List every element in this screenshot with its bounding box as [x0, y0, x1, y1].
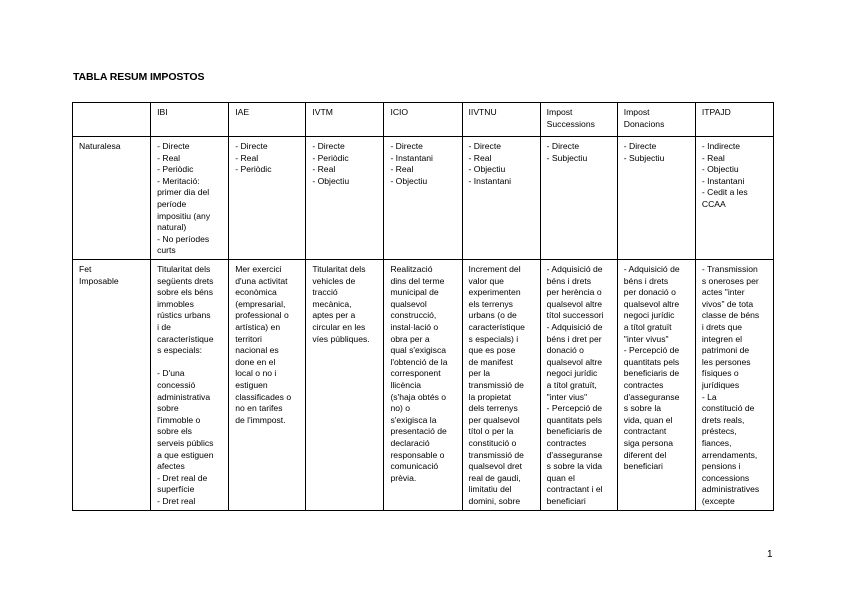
header-cell-iae: IAE [229, 103, 306, 137]
table-cell: - Transmission s oneroses per actes "inter vivos" de tota classe de béns i drets que integren el patrimoni de les persones físiques o jurídiques - La constitució de drets reals, préstecs, fiances, arrendaments, pensions i concessions administratives (excepte [695, 260, 773, 511]
header-cell-ibi: IBI [151, 103, 229, 137]
tax-summary-table [72, 102, 774, 511]
table-cell: Titularitat dels següents drets sobre els béns immobles rústics urbans i de característique s especials: - D'una concessió administrativa sobre l'immoble o sobre els serveis públics a que estiguen afectes - Dret real de superfície - Dret real [151, 260, 229, 511]
table-cell: - Directe - Periòdic - Real - Objectiu [306, 137, 384, 260]
table-cell: - Directe - Real - Periòdic [229, 137, 306, 260]
table-cell: - Directe - Real - Periòdic - Meritació: primer dia del període impositiu (any natural) - No períodes curts [151, 137, 229, 260]
header-cell-iivtnu: IIVTNU [462, 103, 540, 137]
page-number: 1 [767, 549, 773, 560]
table-cell: - Adquisició de béns i drets per donació o qualsevol altre negoci jurídic a títol gratuït "inter vivus" - Percepció de quantitats pels beneficiaris de contractes d'asseguranse s sobre la vida, quan el contractant siga persona diferent del beneficiari [617, 260, 695, 511]
table-cell: - Directe - Instantani - Real - Objectiu [384, 137, 462, 260]
header-cell-itpajd: ITPAJD [695, 103, 773, 137]
header-cell-empty [73, 103, 151, 137]
row-label: Naturalesa [73, 137, 151, 260]
table-cell: - Indirecte - Real - Objectiu - Instantani - Cedit a les CCAA [695, 137, 773, 260]
header-cell-ivtm: IVTM [306, 103, 384, 137]
table-cell: Realització dins del terme municipal de qualsevol construcció, instal·lació o obra per a qual s'exigisca l'obtenció de la corresponent llicència (s'haja obtés o no) o s'exigisca la presentació de declaració responsable o comunicació prèvia. [384, 260, 462, 511]
table-cell: - Directe - Subjectiu [617, 137, 695, 260]
table-cell: - Adquisició de béns i drets per herència o qualsevol altre títol successori - Adquisició de béns i dret per donació o qualsevol altre negoci jurídic a títol gratuït, "inter vius" - Percepció de quantitats pels beneficiaris de contractes d'asseguranse s sobre la vida quan el contractant i el beneficiari [540, 260, 617, 511]
header-cell-successions: Impost Successions [540, 103, 617, 137]
table-row-naturalesa [73, 137, 774, 260]
header-cell-donacions: Impost Donacions [617, 103, 695, 137]
table-cell: Increment del valor que experimenten els terrenys urbans (o de característique s especials) i que es pose de manifest per la transmissió de la propietat dels terrenys per qualsevol títol o per la constitució o transmissió de qualsevol dret real de gaudi, limitatiu del domini, sobre [462, 260, 540, 511]
row-label: Fet Imposable [73, 260, 151, 511]
table-cell: Mer exercici d'una activitat econòmica (empresarial, professional o artística) en territori nacional es done en el local o no i estiguen classificades o no en tarifes de l'immpost. [229, 260, 306, 511]
table-cell: - Directe - Real - Objectiu - Instantani [462, 137, 540, 260]
table-row-fet-imposable [73, 260, 774, 511]
page-title: TABLA RESUM IMPOSTOS [73, 71, 205, 83]
table-header-row [73, 103, 774, 137]
table-cell: Titularitat dels vehicles de tracció mecànica, aptes per a circular en les víes públiques. [306, 260, 384, 511]
table-cell: - Directe - Subjectiu [540, 137, 617, 260]
header-cell-icio: ICIO [384, 103, 462, 137]
